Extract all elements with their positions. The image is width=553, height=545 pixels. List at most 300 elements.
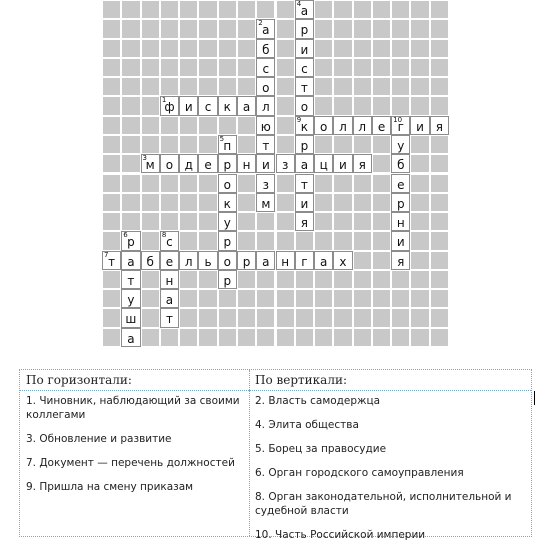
across-header: По горизонтали:: [20, 370, 249, 391]
crossword-cell: [218, 193, 237, 212]
blocked-cell: [102, 212, 121, 231]
cell-letter: б: [146, 254, 154, 269]
blocked-cell: [179, 308, 198, 327]
blocked-cell: [372, 39, 391, 58]
cell-letter: т: [262, 138, 270, 153]
crossword-cell: [295, 96, 314, 115]
blocked-cell: [410, 270, 429, 289]
blocked-cell: [121, 19, 140, 38]
clue-number: 4: [296, 0, 302, 8]
cell-letter: я: [300, 216, 308, 231]
crossword-cell: [295, 77, 314, 96]
cell-letter: с: [204, 100, 212, 115]
cell-letter: р: [242, 254, 251, 269]
blocked-cell: [160, 212, 179, 231]
blocked-cell: [391, 96, 410, 115]
cell-letter: я: [358, 158, 366, 173]
crossword-cell: [314, 251, 333, 270]
clue-item: 5. Борец за правосудие: [255, 443, 387, 455]
cell-letter: а: [300, 158, 309, 173]
cell-letter: к: [300, 119, 309, 134]
crossword-cell: [198, 251, 217, 270]
blocked-cell: [160, 193, 179, 212]
crossword-cell: [410, 116, 429, 135]
blocked-cell: [276, 193, 295, 212]
cell-letter: л: [339, 119, 347, 134]
blocked-cell: [237, 39, 256, 58]
crossword-cell: [295, 135, 314, 154]
blocked-cell: [160, 77, 179, 96]
cell-letter: р: [300, 23, 309, 38]
blocked-cell: [372, 58, 391, 77]
blocked-cell: [391, 270, 410, 289]
blocked-cell: [314, 270, 333, 289]
blocked-cell: [430, 135, 449, 154]
blocked-cell: [237, 231, 256, 250]
blocked-cell: [276, 174, 295, 193]
blocked-cell: [372, 174, 391, 193]
cell-letter: г: [397, 119, 404, 134]
crossword-cell: [295, 193, 314, 212]
blocked-cell: [198, 212, 217, 231]
blocked-cell: [237, 174, 256, 193]
blocked-cell: [372, 135, 391, 154]
blocked-cell: [353, 308, 372, 327]
blocked-cell: [353, 19, 372, 38]
crossword-cell: [333, 116, 352, 135]
blocked-cell: [353, 0, 372, 19]
blocked-cell: [391, 39, 410, 58]
blocked-cell: [218, 77, 237, 96]
crossword-cell: [295, 154, 314, 173]
cell-letter: ь: [204, 254, 212, 269]
cell-letter: к: [223, 100, 231, 115]
blocked-cell: [314, 289, 333, 308]
blocked-cell: [256, 212, 275, 231]
crossword-cell: [198, 96, 217, 115]
crossword-cell: [256, 19, 275, 38]
blocked-cell: [141, 308, 160, 327]
blocked-cell: [430, 212, 449, 231]
blocked-cell: [256, 270, 275, 289]
cell-letter: н: [396, 216, 405, 231]
blocked-cell: [353, 193, 372, 212]
crossword-cell: [256, 135, 275, 154]
blocked-cell: [391, 58, 410, 77]
cell-letter: о: [300, 100, 309, 115]
blocked-cell: [276, 135, 295, 154]
blocked-cell: [353, 328, 372, 347]
cell-letter: ф: [164, 100, 175, 115]
crossword-cell: [237, 96, 256, 115]
blocked-cell: [410, 96, 429, 115]
blocked-cell: [179, 231, 198, 250]
crossword-cell: [391, 174, 410, 193]
blocked-cell: [391, 19, 410, 38]
cell-letter: н: [281, 254, 290, 269]
blocked-cell: [179, 19, 198, 38]
down-clue-list: [249, 391, 531, 545]
blocked-cell: [121, 58, 140, 77]
blocked-cell: [256, 308, 275, 327]
cell-letter: р: [300, 138, 309, 153]
cell-letter: з: [281, 158, 289, 173]
blocked-cell: [141, 289, 160, 308]
clue-item: 10. Часть Российской империи: [255, 529, 426, 541]
blocked-cell: [218, 0, 237, 19]
blocked-cell: [295, 231, 314, 250]
crossword-cell: [256, 174, 275, 193]
blocked-cell: [372, 19, 391, 38]
blocked-cell: [333, 212, 352, 231]
cell-letter: у: [397, 138, 405, 153]
cell-letter: а: [262, 23, 270, 38]
clue-item: 4. Элита общества: [255, 419, 359, 431]
blocked-cell: [314, 174, 333, 193]
cell-letter: т: [127, 273, 135, 288]
blocked-cell: [198, 174, 217, 193]
cell-letter: и: [396, 235, 405, 250]
crossword-cell: [160, 270, 179, 289]
blocked-cell: [198, 19, 217, 38]
clue-item: 9. Пришла на смену приказам: [26, 481, 194, 493]
cell-letter: а: [320, 254, 328, 269]
blocked-cell: [276, 328, 295, 347]
blocked-cell: [314, 193, 333, 212]
crossword-cell: [295, 212, 314, 231]
blocked-cell: [295, 328, 314, 347]
blocked-cell: [314, 328, 333, 347]
blocked-cell: [102, 77, 121, 96]
text-cursor: [534, 391, 535, 405]
crossword-cell: [160, 231, 179, 250]
blocked-cell: [121, 193, 140, 212]
cell-letter: е: [204, 158, 212, 173]
blocked-cell: [198, 0, 217, 19]
crossword-cell: [121, 289, 140, 308]
crossword-cell: [256, 193, 275, 212]
blocked-cell: [198, 39, 217, 58]
blocked-cell: [410, 154, 429, 173]
crossword-cell: [218, 251, 237, 270]
blocked-cell: [276, 116, 295, 135]
blocked-cell: [372, 251, 391, 270]
blocked-cell: [372, 154, 391, 173]
blocked-cell: [430, 174, 449, 193]
cell-letter: л: [262, 100, 270, 115]
blocked-cell: [430, 0, 449, 19]
blocked-cell: [295, 289, 314, 308]
cell-letter: о: [223, 177, 231, 192]
blocked-cell: [353, 135, 372, 154]
blocked-cell: [410, 39, 429, 58]
blocked-cell: [276, 231, 295, 250]
blocked-cell: [372, 193, 391, 212]
crossword-cell: [121, 270, 140, 289]
blocked-cell: [102, 231, 121, 250]
blocked-cell: [391, 0, 410, 19]
cell-letter: о: [262, 81, 270, 96]
crossword-cell: [256, 116, 275, 135]
cell-letter: м: [145, 158, 155, 173]
blocked-cell: [102, 0, 121, 19]
blocked-cell: [314, 135, 333, 154]
down-header: По вертикали:: [249, 370, 531, 391]
crossword-cell: [141, 251, 160, 270]
cell-letter: е: [377, 119, 386, 134]
blocked-cell: [430, 328, 449, 347]
cell-letter: р: [396, 196, 405, 211]
blocked-cell: [353, 58, 372, 77]
clue-number: 1: [161, 96, 167, 105]
cell-letter: у: [223, 216, 231, 231]
blocked-cell: [179, 0, 198, 19]
blocked-cell: [410, 0, 429, 19]
blocked-cell: [237, 193, 256, 212]
crossword-cell: [256, 154, 275, 173]
blocked-cell: [160, 39, 179, 58]
crossword-cell: [218, 154, 237, 173]
blocked-cell: [391, 77, 410, 96]
blocked-cell: [372, 308, 391, 327]
blocked-cell: [353, 289, 372, 308]
blocked-cell: [430, 231, 449, 250]
blocked-cell: [218, 328, 237, 347]
clue-item: 7. Документ — перечень должностей: [26, 457, 235, 469]
clue-item: 8. Орган законодательной, исполнительной и судебной власти: [255, 491, 512, 517]
blocked-cell: [179, 212, 198, 231]
blocked-cell: [102, 328, 121, 347]
cell-letter: и: [184, 100, 193, 115]
crossword-grid: [102, 0, 449, 347]
blocked-cell: [314, 212, 333, 231]
cell-letter: р: [223, 158, 232, 173]
crossword-cell: [295, 174, 314, 193]
cell-letter: о: [223, 254, 231, 269]
blocked-cell: [198, 270, 217, 289]
blocked-cell: [237, 270, 256, 289]
blocked-cell: [353, 270, 372, 289]
blocked-cell: [276, 96, 295, 115]
blocked-cell: [237, 116, 256, 135]
cell-letter: а: [262, 254, 270, 269]
blocked-cell: [256, 289, 275, 308]
crossword-cell: [160, 308, 179, 327]
crossword-cell: [218, 96, 237, 115]
blocked-cell: [372, 231, 391, 250]
cell-letter: т: [108, 254, 116, 269]
clue-item: 6. Орган городского самоуправления: [255, 467, 464, 479]
blocked-cell: [102, 270, 121, 289]
cell-letter: х: [339, 254, 347, 269]
crossword-cell: [295, 0, 314, 19]
blocked-cell: [430, 77, 449, 96]
blocked-cell: [102, 289, 121, 308]
crossword-cell: [218, 270, 237, 289]
blocked-cell: [430, 58, 449, 77]
blocked-cell: [141, 328, 160, 347]
blocked-cell: [333, 96, 352, 115]
crossword-cell: [179, 96, 198, 115]
blocked-cell: [353, 174, 372, 193]
blocked-cell: [179, 289, 198, 308]
clue-number: 6: [123, 231, 128, 240]
blocked-cell: [410, 19, 429, 38]
blocked-cell: [430, 39, 449, 58]
blocked-cell: [314, 58, 333, 77]
blocked-cell: [141, 193, 160, 212]
blocked-cell: [410, 231, 429, 250]
blocked-cell: [276, 77, 295, 96]
cell-letter: л: [184, 254, 193, 269]
crossword-cell: [121, 231, 140, 250]
crossword-cell: [295, 116, 314, 135]
blocked-cell: [430, 19, 449, 38]
cell-letter: и: [339, 158, 347, 173]
cell-letter: я: [397, 254, 405, 269]
blocked-cell: [410, 135, 429, 154]
blocked-cell: [121, 154, 140, 173]
blocked-cell: [256, 0, 275, 19]
blocked-cell: [276, 289, 295, 308]
crossword-cell: [218, 174, 237, 193]
blocked-cell: [430, 308, 449, 327]
blocked-cell: [198, 289, 217, 308]
blocked-cell: [372, 289, 391, 308]
blocked-cell: [276, 19, 295, 38]
blocked-cell: [179, 328, 198, 347]
crossword-cell: [391, 193, 410, 212]
across-clue-list: [20, 391, 249, 497]
blocked-cell: [102, 193, 121, 212]
blocked-cell: [141, 270, 160, 289]
clue-number: 5: [219, 134, 225, 143]
cell-letter: т: [300, 177, 308, 192]
blocked-cell: [314, 77, 333, 96]
blocked-cell: [179, 39, 198, 58]
crossword-cell: [218, 212, 237, 231]
cell-letter: а: [300, 4, 309, 18]
crossword-cell: [256, 58, 275, 77]
blocked-cell: [353, 212, 372, 231]
crossword-cell: [179, 154, 198, 173]
crossword-cell: [391, 212, 410, 231]
crossword-cell: [256, 77, 275, 96]
blocked-cell: [333, 270, 352, 289]
crossword-cell: [121, 328, 140, 347]
blocked-cell: [333, 77, 352, 96]
blocked-cell: [333, 174, 352, 193]
cell-letter: и: [300, 196, 309, 211]
blocked-cell: [198, 135, 217, 154]
cell-letter: о: [320, 119, 328, 134]
blocked-cell: [276, 212, 295, 231]
cell-letter: и: [261, 158, 270, 173]
blocked-cell: [333, 193, 352, 212]
blocked-cell: [141, 116, 160, 135]
blocked-cell: [179, 58, 198, 77]
cell-letter: р: [223, 273, 232, 288]
blocked-cell: [141, 212, 160, 231]
blocked-cell: [121, 0, 140, 19]
cell-letter: у: [127, 293, 135, 308]
blocked-cell: [391, 328, 410, 347]
blocked-cell: [121, 116, 140, 135]
clue-number: 3: [142, 154, 148, 163]
cell-letter: я: [435, 119, 443, 134]
cell-letter: к: [223, 196, 231, 211]
crossword-cell: [237, 154, 256, 173]
blocked-cell: [218, 116, 237, 135]
crossword-cell: [160, 154, 179, 173]
blocked-cell: [410, 289, 429, 308]
blocked-cell: [121, 39, 140, 58]
blocked-cell: [160, 19, 179, 38]
cell-letter: р: [127, 235, 135, 250]
blocked-cell: [256, 231, 275, 250]
crossword-cell: [218, 135, 237, 154]
clues-table: [19, 369, 532, 541]
blocked-cell: [333, 289, 352, 308]
blocked-cell: [102, 19, 121, 38]
blocked-cell: [237, 212, 256, 231]
blocked-cell: [333, 308, 352, 327]
blocked-cell: [198, 328, 217, 347]
blocked-cell: [372, 328, 391, 347]
blocked-cell: [256, 328, 275, 347]
crossword-cell: [256, 39, 275, 58]
blocked-cell: [410, 77, 429, 96]
blocked-cell: [179, 116, 198, 135]
blocked-cell: [179, 135, 198, 154]
crossword-cell: [276, 154, 295, 173]
cell-letter: ц: [319, 158, 328, 173]
crossword-cell: [314, 116, 333, 135]
crossword-cell: [295, 39, 314, 58]
cell-letter: п: [223, 138, 232, 153]
blocked-cell: [198, 308, 217, 327]
crossword-cell: [256, 251, 275, 270]
blocked-cell: [121, 174, 140, 193]
cell-letter: т: [300, 81, 308, 96]
cell-letter: а: [127, 331, 135, 346]
blocked-cell: [121, 77, 140, 96]
blocked-cell: [179, 77, 198, 96]
cell-letter: е: [165, 254, 174, 269]
blocked-cell: [391, 289, 410, 308]
cell-letter: б: [397, 158, 405, 173]
blocked-cell: [237, 0, 256, 19]
blocked-cell: [410, 174, 429, 193]
crossword-cell: [295, 251, 314, 270]
blocked-cell: [410, 308, 429, 327]
blocked-cell: [179, 174, 198, 193]
blocked-cell: [102, 58, 121, 77]
blocked-cell: [372, 212, 391, 231]
blocked-cell: [102, 116, 121, 135]
crossword-cell: [256, 96, 275, 115]
blocked-cell: [276, 0, 295, 19]
blocked-cell: [160, 135, 179, 154]
blocked-cell: [410, 251, 429, 270]
blocked-cell: [141, 19, 160, 38]
cell-letter: о: [165, 158, 174, 173]
clue-number: 10: [393, 115, 403, 124]
clue-number: 8: [161, 231, 167, 240]
blocked-cell: [237, 289, 256, 308]
cell-letter: б: [262, 42, 270, 57]
crossword-cell: [102, 251, 121, 270]
